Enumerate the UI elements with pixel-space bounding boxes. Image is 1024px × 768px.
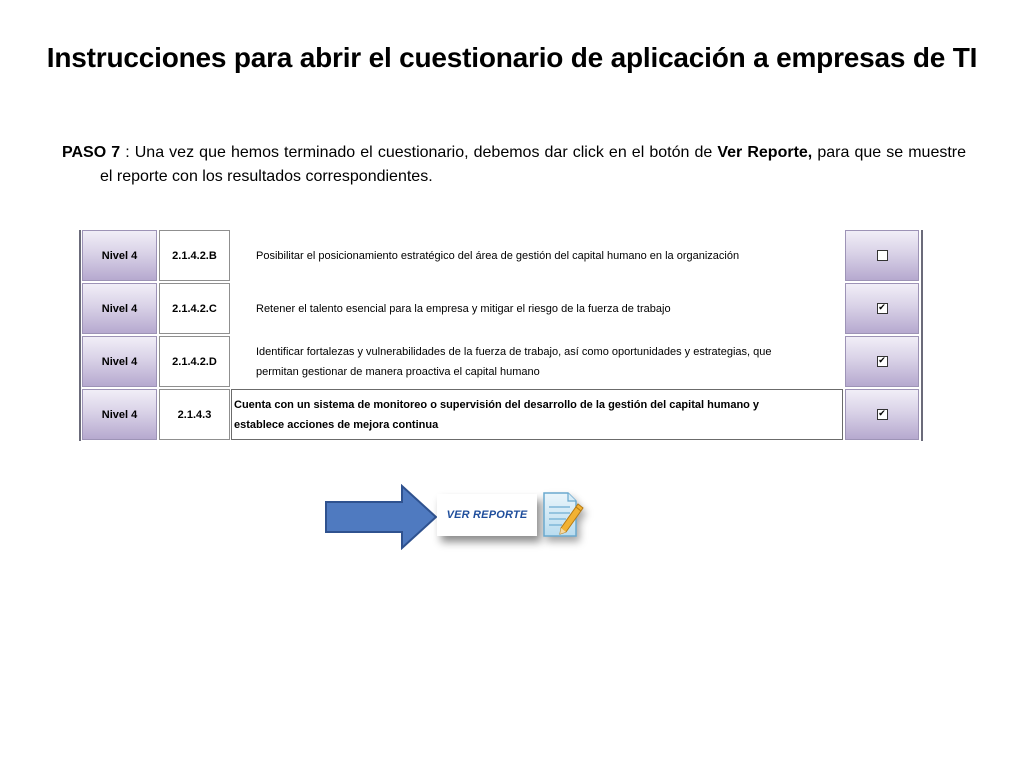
- level-cell: Nivel 4: [82, 230, 157, 281]
- questionnaire-table: [79, 230, 923, 441]
- ver-reporte-button[interactable]: VER REPORTE: [437, 494, 537, 536]
- instruction-paragraph: [62, 141, 966, 189]
- check-cell: [845, 230, 919, 281]
- code-cell: 2.1.4.2.C: [159, 283, 230, 334]
- description-cell: [231, 389, 843, 440]
- description-cell: [231, 283, 843, 334]
- checkbox[interactable]: ✔: [878, 356, 886, 366]
- slide-title: Instrucciones para abrir el cuestionario de aplicación a empresas de TI: [46, 42, 978, 73]
- step-label: PASO 7: [62, 144, 121, 161]
- description-cell: [231, 230, 843, 281]
- instruction-text-after: para que se muestre el reporte con los resultados correspondientes.: [100, 144, 967, 185]
- description-text: Retener el talento esencial para la empresa y mitigar el riesgo de la fuerza de trabajo: [256, 302, 671, 315]
- code-cell: 2.1.4.2.B: [159, 230, 230, 281]
- checkbox[interactable]: [877, 250, 888, 261]
- description-text: Posibilitar el posicionamiento estratégico del área de gestión del capital humano en la organización: [256, 249, 740, 262]
- button-reference: Ver Reporte,: [717, 144, 813, 161]
- level-cell: Nivel 4: [82, 283, 157, 334]
- description-cell: [231, 336, 843, 387]
- table-row: [81, 230, 921, 283]
- right-arrow-icon: [324, 484, 438, 550]
- checkbox[interactable]: ✔: [878, 303, 886, 313]
- table-row: [81, 389, 921, 442]
- check-cell: [845, 389, 919, 440]
- table-row: [81, 283, 921, 336]
- instruction-text-before: : Una vez que hemos terminado el cuestionario, debemos dar click en el botón de: [120, 144, 718, 161]
- code-cell: 2.1.4.3: [159, 389, 230, 440]
- level-cell: Nivel 4: [82, 389, 157, 440]
- check-cell: [845, 283, 919, 334]
- description-text: Identificar fortalezas y vulnerabilidades de la fuerza de trabajo, así como oportunidades y estrategias, que permitan gestionar de manera proactiva el capital humano: [256, 345, 772, 378]
- checkbox[interactable]: ✔: [878, 409, 886, 419]
- check-cell: [845, 336, 919, 387]
- level-cell: Nivel 4: [82, 336, 157, 387]
- document-pencil-icon[interactable]: [540, 490, 584, 540]
- description-text: Cuenta con un sistema de monitoreo o supervisión del desarrollo de la gestión del capital humano y establece acciones de mejora continua: [234, 398, 760, 431]
- code-cell: 2.1.4.2.D: [159, 336, 230, 387]
- table-row: [81, 336, 921, 389]
